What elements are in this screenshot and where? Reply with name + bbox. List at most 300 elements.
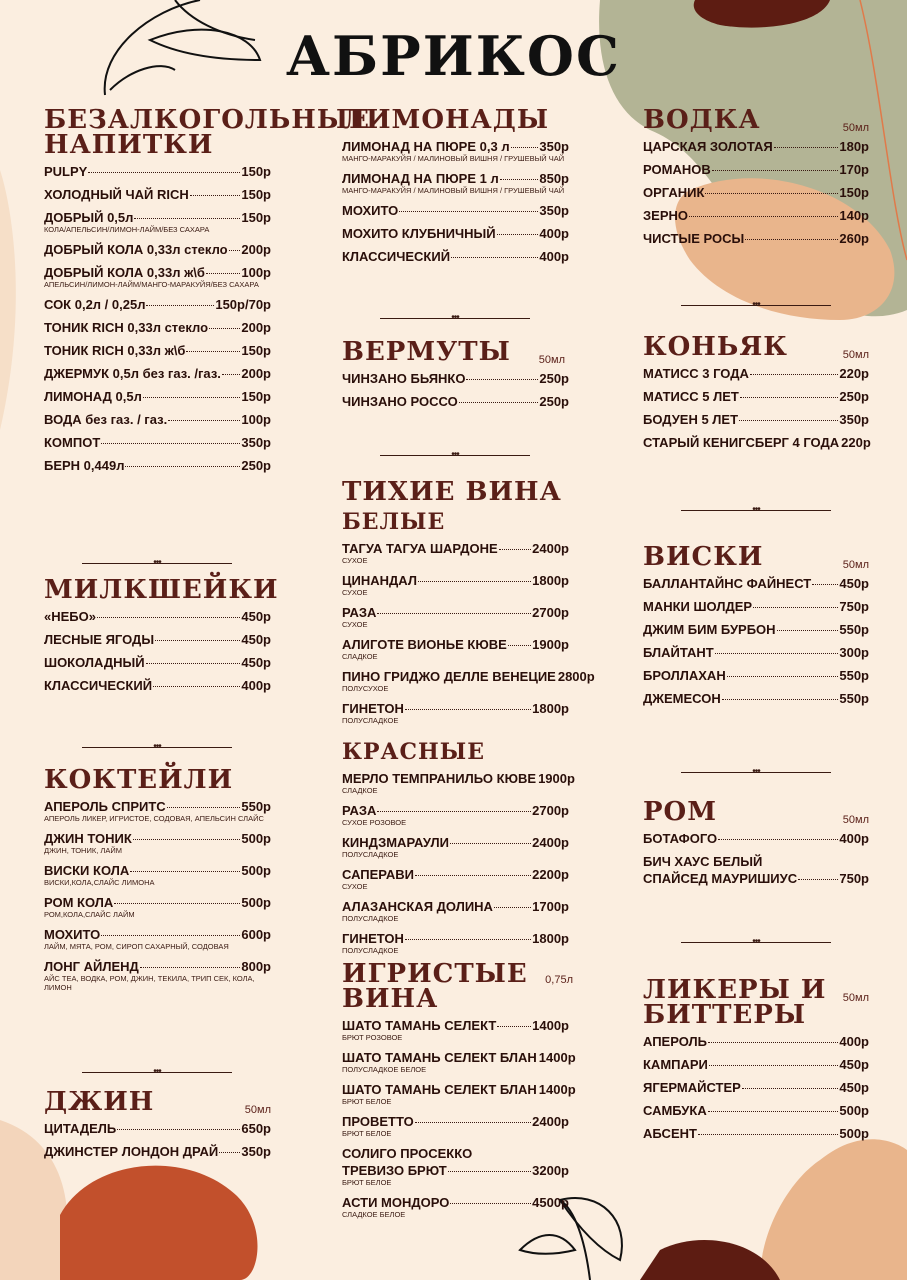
menu-item [342, 1114, 569, 1138]
item-price: 3200р [532, 1163, 569, 1178]
item-name: ЛЕСНЫЕ ЯГОДЫ [44, 632, 155, 647]
divider-ornament: ••• [153, 557, 161, 568]
item-note: СЛАДКОЕ [342, 786, 378, 795]
menu-item [44, 1121, 271, 1136]
menu-item-row [643, 389, 869, 404]
leader-dots [494, 907, 531, 908]
menu-item-row [44, 959, 271, 974]
menu-section [44, 575, 279, 693]
item-name: МОХИТО [44, 927, 101, 942]
menu-item-row [342, 669, 595, 684]
menu-item [643, 185, 869, 200]
menu-section [44, 105, 370, 473]
item-name: ЧИНЗАНО РОССО [342, 394, 458, 409]
item-price: 2700р [532, 803, 569, 818]
divider-ornament: ••• [153, 741, 161, 752]
section-heading: ВЕРМУТЫ [342, 337, 511, 367]
section-divider [380, 449, 530, 460]
menu-item [643, 854, 869, 869]
section-unit: 50мл [842, 992, 869, 1004]
menu-item [44, 343, 271, 358]
leader-dots [774, 147, 839, 148]
menu-item-row [643, 691, 869, 706]
item-price: 450р [241, 609, 271, 624]
item-name: ТРЕВИЗО БРЮТ [342, 1163, 447, 1178]
item-note: ПОЛУСЛАДКОЕ [342, 716, 399, 725]
menu-item-row [643, 208, 869, 223]
item-price: 150р [241, 389, 271, 404]
menu-item-row [44, 655, 271, 670]
menu-item [342, 139, 569, 163]
item-price: 350р [241, 1144, 271, 1159]
item-name: БИЧ ХАУС БЕЛЫЙ [643, 854, 763, 869]
item-price: 400р [539, 226, 569, 241]
section-unit: 50мл [842, 349, 869, 361]
item-name: ЦАРСКАЯ ЗОЛОТАЯ [643, 139, 773, 154]
section-heading: ЛИМОНАДЫ [342, 105, 550, 135]
menu-item-row [342, 803, 569, 818]
leader-dots [745, 239, 838, 240]
menu-item-row [342, 1050, 576, 1065]
item-name: ДЖЕРМУК 0,5л без газ. /газ. [44, 366, 221, 381]
menu-item [44, 242, 271, 257]
menu-item [342, 1146, 569, 1161]
section-heading: ИГРИСТЫЕ ВИНА [342, 959, 528, 1014]
item-name: МОХИТО КЛУБНИЧНЫЙ [342, 226, 496, 241]
divider-ornament: ••• [752, 299, 760, 310]
menu-item [44, 187, 271, 202]
section-heading: ДЖИН [44, 1087, 155, 1117]
menu-item [44, 210, 271, 234]
menu-item-row [342, 867, 569, 882]
item-name: ДОБРЫЙ КОЛА 0,33л стекло [44, 242, 228, 257]
menu-item [643, 208, 869, 223]
menu-item [342, 835, 569, 859]
menu-item-row [342, 1163, 569, 1178]
leader-dots [88, 172, 240, 173]
item-note: БРЮТ БЕЛОЕ [342, 1129, 392, 1138]
menu-item [342, 1018, 569, 1042]
menu-item [342, 867, 569, 891]
divider-ornament: ••• [752, 766, 760, 777]
menu-item-row [44, 210, 271, 225]
menu-item [643, 645, 869, 660]
menu-item [643, 1034, 869, 1049]
item-price: 650р [241, 1121, 271, 1136]
divider-ornament: ••• [752, 504, 760, 515]
menu-item [342, 1082, 576, 1106]
menu-item [342, 226, 569, 241]
item-name: АСТИ МОНДОРО [342, 1195, 450, 1210]
menu-item [342, 249, 569, 264]
menu-item [44, 265, 271, 289]
menu-item [342, 605, 569, 629]
menu-item [44, 799, 271, 823]
item-price: 550р [839, 622, 869, 637]
leader-dots [742, 1088, 839, 1089]
leader-dots [689, 216, 838, 217]
item-note: ПОЛУСЛАДКОЕ [342, 946, 399, 955]
menu-item-row [44, 412, 271, 427]
item-name: ЛИМОНАД НА ПЮРЕ 0,3 л [342, 139, 510, 154]
leader-dots [130, 871, 240, 872]
menu-item [342, 771, 575, 795]
menu-item [342, 669, 595, 693]
leader-dots [222, 374, 240, 375]
leader-dots [415, 1122, 531, 1123]
leader-dots [499, 549, 531, 550]
leader-dots [450, 1203, 531, 1204]
leader-dots [715, 653, 839, 654]
menu-item [342, 371, 569, 386]
menu-item [643, 162, 869, 177]
menu-item [643, 231, 869, 246]
item-price: 4500р [532, 1195, 569, 1210]
menu-item-row [643, 599, 869, 614]
leader-dots [418, 581, 531, 582]
item-name: ДЖИМ БИМ БУРБОН [643, 622, 776, 637]
section-heading: РОМ [643, 797, 717, 827]
item-price: 150р [241, 187, 271, 202]
menu-item [44, 609, 271, 624]
item-name: ШОКОЛАДНЫЙ [44, 655, 145, 670]
menu-item [643, 412, 869, 427]
item-note: РОМ,КОЛА,СЛАЙС ЛАЙМ [44, 910, 135, 919]
menu-item-row [342, 1195, 569, 1210]
menu-section [643, 542, 869, 706]
menu-item-row [643, 831, 869, 846]
item-name: ЗЕРНО [643, 208, 688, 223]
item-note: ЛАЙМ, МЯТА, РОМ, СИРОП САХАРНЫЙ, СОДОВАЯ [44, 942, 229, 951]
item-price: 2800р [557, 669, 595, 684]
menu-item [643, 435, 869, 450]
menu-item [44, 863, 271, 887]
menu-item [44, 412, 271, 427]
item-price: 1800р [532, 573, 569, 588]
item-name: АЛАЗАНСКАЯ ДОЛИНА [342, 899, 493, 914]
menu-item-row [342, 701, 569, 716]
menu-item-row [44, 831, 271, 846]
menu-item [44, 895, 271, 919]
item-name: БЛАЙТАНТ [643, 645, 714, 660]
leader-dots [698, 1134, 838, 1135]
item-name: ДЖИНСТЕР ЛОНДОН ДРАЙ [44, 1144, 219, 1159]
menu-item-row [643, 1103, 869, 1118]
item-price: 150р [241, 343, 271, 358]
leader-dots [101, 935, 240, 936]
leader-dots [125, 466, 240, 467]
leader-dots [497, 234, 539, 235]
leader-dots [97, 617, 240, 618]
item-price: 350р [839, 412, 869, 427]
menu-item-row [643, 1080, 869, 1095]
item-name: БОТАФОГО [643, 831, 718, 846]
menu-item [643, 871, 869, 886]
menu-item-row [342, 899, 569, 914]
item-price: 250р [241, 458, 271, 473]
menu-item-row [44, 895, 271, 910]
item-note: СЛАДКОЕ [342, 652, 378, 661]
menu-item [643, 1080, 869, 1095]
menu-item-row [342, 771, 575, 786]
item-name: ВИСКИ КОЛА [44, 863, 130, 878]
item-name: ДЖЕМЕСОН [643, 691, 721, 706]
item-price: 250р [839, 389, 869, 404]
menu-item-row [44, 297, 271, 312]
item-price: 250р [539, 394, 569, 409]
leader-dots [709, 1065, 838, 1066]
leader-dots [190, 195, 241, 196]
item-price: 400р [241, 678, 271, 693]
item-price: 350р [241, 435, 271, 450]
menu-item-row [342, 1114, 569, 1129]
item-price: 350р [539, 203, 569, 218]
menu-item-row [44, 1121, 271, 1136]
menu-item-row [44, 678, 271, 693]
menu-item [44, 297, 271, 312]
item-name: МЕРЛО ТЕМПРАНИЛЬО КЮВЕ [342, 771, 537, 786]
item-name: СОЛИГО ПРОСЕККО [342, 1146, 473, 1161]
item-note: СУХОЕ РОЗОВОЕ [342, 818, 407, 827]
menu-item-row [643, 139, 869, 154]
item-name: «НЕБО» [44, 609, 96, 624]
section-heading: ЛИКЕРЫ И БИТТЕРЫ [643, 975, 827, 1030]
leader-dots [497, 1026, 531, 1027]
leader-dots [114, 903, 240, 904]
item-name: ОРГАНИК [643, 185, 705, 200]
menu-item [44, 927, 271, 951]
menu-section [342, 735, 575, 955]
menu-item [44, 435, 271, 450]
item-note: ДЖИН, ТОНИК, ЛАЙМ [44, 846, 122, 855]
section-heading: МИЛКШЕЙКИ [44, 575, 279, 605]
menu-item [44, 1144, 271, 1159]
item-name: КЛАССИЧЕСКИЙ [342, 249, 451, 264]
menu-item-row [44, 366, 271, 381]
section-heading: БЕЗАЛКОГОЛЬНЫЕ НАПИТКИ [44, 105, 370, 160]
item-price: 300р [839, 645, 869, 660]
item-price: 200р [241, 366, 271, 381]
leader-dots [500, 179, 539, 180]
menu-item [643, 599, 869, 614]
item-price: 100р [241, 412, 271, 427]
menu-item-row [342, 605, 569, 620]
leader-dots [405, 709, 531, 710]
item-name: КИНДЗМАРАУЛИ [342, 835, 449, 850]
item-name: ТОНИК RICH 0,33л стекло [44, 320, 209, 335]
menu-item [342, 899, 569, 923]
item-price: 150р [839, 185, 869, 200]
menu-item-row [342, 835, 569, 850]
menu-item-row [342, 931, 569, 946]
item-price: 220р [841, 435, 871, 450]
leader-dots [718, 839, 838, 840]
leader-dots [167, 807, 241, 808]
item-name: СТАРЫЙ КЕНИГСБЕРГ 4 ГОДА [643, 435, 840, 450]
item-price: 150р/70р [215, 297, 271, 312]
menu-item-row [643, 871, 869, 886]
item-price: 170р [839, 162, 869, 177]
menu-item-row [342, 541, 569, 556]
item-name: ТОНИК RICH 0,33л ж\б [44, 343, 186, 358]
leader-dots [812, 584, 838, 585]
item-name: ГИНЕТОН [342, 931, 404, 946]
menu-item-row [643, 1034, 869, 1049]
menu-section [342, 477, 595, 725]
item-name: САПЕРАВИ [342, 867, 414, 882]
item-price: 500р [839, 1126, 869, 1141]
leader-dots [712, 170, 839, 171]
leader-dots [450, 843, 531, 844]
item-price: 1800р [532, 931, 569, 946]
item-price: 1400р [532, 1018, 569, 1033]
menu-item-row [643, 645, 869, 660]
item-note: СУХОЕ [342, 620, 368, 629]
item-name: КАМПАРИ [643, 1057, 708, 1072]
item-name: МАНКИ ШОЛДЕР [643, 599, 753, 614]
menu-item-row [44, 609, 271, 624]
section-unit: 50мл [842, 814, 869, 826]
menu-item [643, 576, 869, 591]
leader-dots [405, 939, 531, 940]
menu-section [342, 959, 576, 1219]
item-price: 140р [839, 208, 869, 223]
menu-item [643, 1103, 869, 1118]
leader-dots [377, 811, 531, 812]
menu-item-row [643, 412, 869, 427]
item-note: БРЮТ БЕЛОЕ [342, 1097, 392, 1106]
item-price: 750р [839, 871, 869, 886]
item-name: КОМПОТ [44, 435, 101, 450]
item-note: КОЛА/АПЕЛЬСИН/ЛИМОН-ЛАЙМ/БЕЗ САХАРА [44, 225, 210, 234]
item-name: ВОДА без газ. / газ. [44, 412, 168, 427]
item-name: АПЕРОЛЬ [643, 1034, 707, 1049]
leader-dots [140, 967, 241, 968]
leader-dots [511, 147, 539, 148]
section-divider [82, 557, 232, 568]
menu-item [342, 203, 569, 218]
leader-dots [134, 218, 240, 219]
item-note: АПЕРОЛЬ ЛИКЕР, ИГРИСТОЕ, СОДОВАЯ, АПЕЛЬСИН СЛАЙС [44, 814, 264, 823]
leader-dots [101, 443, 240, 444]
item-note: ВИСКИ,КОЛА,СЛАЙС ЛИМОНА [44, 878, 155, 887]
item-name: АЛИГОТЕ ВИОНЬЕ КЮВЕ [342, 637, 507, 652]
item-price: 180р [839, 139, 869, 154]
leader-dots [133, 839, 241, 840]
menu-section [342, 105, 569, 264]
item-name: РОМ КОЛА [44, 895, 114, 910]
menu-item-row [643, 1126, 869, 1141]
item-name: БЕРН 0,449л [44, 458, 125, 473]
section-divider [681, 936, 831, 947]
item-name: ХОЛОДНЫЙ ЧАЙ RICH [44, 187, 189, 202]
item-price: 850р [539, 171, 569, 186]
leader-dots [219, 1152, 240, 1153]
leader-dots [399, 211, 538, 212]
item-name: МАТИСС 3 ГОДА [643, 366, 749, 381]
menu-item [342, 701, 569, 725]
menu-item-row [44, 265, 271, 280]
item-name: СПАЙСЕД МАУРИШИУС [643, 871, 798, 886]
item-note: СУХОЕ [342, 882, 368, 891]
section-unit: 50мл [244, 1104, 271, 1116]
item-price: 450р [839, 576, 869, 591]
menu-item [643, 389, 869, 404]
item-name: ЦИНАНДАЛ [342, 573, 417, 588]
menu-item [44, 458, 271, 473]
menu-item-row [342, 226, 569, 241]
item-name: ЯГЕРМАЙСТЕР [643, 1080, 741, 1095]
menu-section [643, 332, 871, 450]
menu-item-row [44, 242, 271, 257]
menu-item [44, 389, 271, 404]
item-note: БРЮТ РОЗОВОЕ [342, 1033, 403, 1042]
item-note: ПОЛУСЛАДКОЕ [342, 914, 399, 923]
section-divider [82, 741, 232, 752]
menu-item-row [44, 632, 271, 647]
menu-item-row [342, 171, 569, 186]
item-name: ЛИМОНАД НА ПЮРЕ 1 л [342, 171, 499, 186]
leader-dots [146, 305, 214, 306]
item-price: 500р [241, 863, 271, 878]
menu-item [44, 366, 271, 381]
item-note: АЙС ТЕА, ВОДКА, РОМ, ДЖИН, ТЕКИЛА, ТРИП СЕК, КОЛА, ЛИМОН [44, 974, 255, 992]
section-heading: ВИСКИ [643, 542, 764, 572]
section-divider [681, 766, 831, 777]
item-price: 400р [839, 1034, 869, 1049]
menu-item-row [643, 854, 869, 869]
item-name: БОДУЕН 5 ЛЕТ [643, 412, 739, 427]
item-name: АПЕРОЛЬ СПРИТС [44, 799, 166, 814]
leader-dots [753, 607, 838, 608]
menu-item [342, 1050, 576, 1074]
leader-dots [143, 397, 240, 398]
leader-dots [155, 640, 240, 641]
menu-item-row [643, 435, 869, 450]
leader-dots [708, 1111, 839, 1112]
menu-item-row [44, 389, 271, 404]
menu-item-row [643, 668, 869, 683]
menu-item [44, 655, 271, 670]
item-price: 450р [839, 1057, 869, 1072]
section-divider [82, 1066, 232, 1077]
item-name: МАТИСС 5 ЛЕТ [643, 389, 739, 404]
leader-dots [798, 879, 838, 880]
item-name: РОМАНОВ [643, 162, 711, 177]
menu-item-row [643, 231, 869, 246]
item-note: СЛАДКОЕ БЕЛОЕ [342, 1210, 406, 1219]
item-price: 2400р [532, 1114, 569, 1129]
item-price: 450р [241, 632, 271, 647]
item-price: 1400р [538, 1082, 576, 1097]
item-note: ПОЛУСЛАДКОЕ [342, 850, 399, 859]
menu-item [44, 632, 271, 647]
menu-item-row [342, 637, 569, 652]
item-price: 1700р [532, 899, 569, 914]
item-note: БРЮТ БЕЛОЕ [342, 1178, 392, 1187]
item-note: СУХОЕ [342, 556, 368, 565]
section-unit: 50мл [538, 354, 565, 366]
item-price: 450р [839, 1080, 869, 1095]
menu-section [643, 797, 869, 886]
item-name: ЦИТАДЕЛЬ [44, 1121, 117, 1136]
item-name: ШАТО ТАМАНЬ СЕЛЕКТ БЛАН [342, 1050, 537, 1065]
item-note: ПОЛУСУХОЕ [342, 684, 389, 693]
item-price: 550р [241, 799, 271, 814]
item-note: МАНГО-МАРАКУЙЯ / МАЛИНОВЫЙ ВИШНЯ / ГРУШЕВЫЙ ЧАЙ [342, 186, 565, 195]
item-price: 200р [241, 242, 271, 257]
menu-item-row [44, 320, 271, 335]
